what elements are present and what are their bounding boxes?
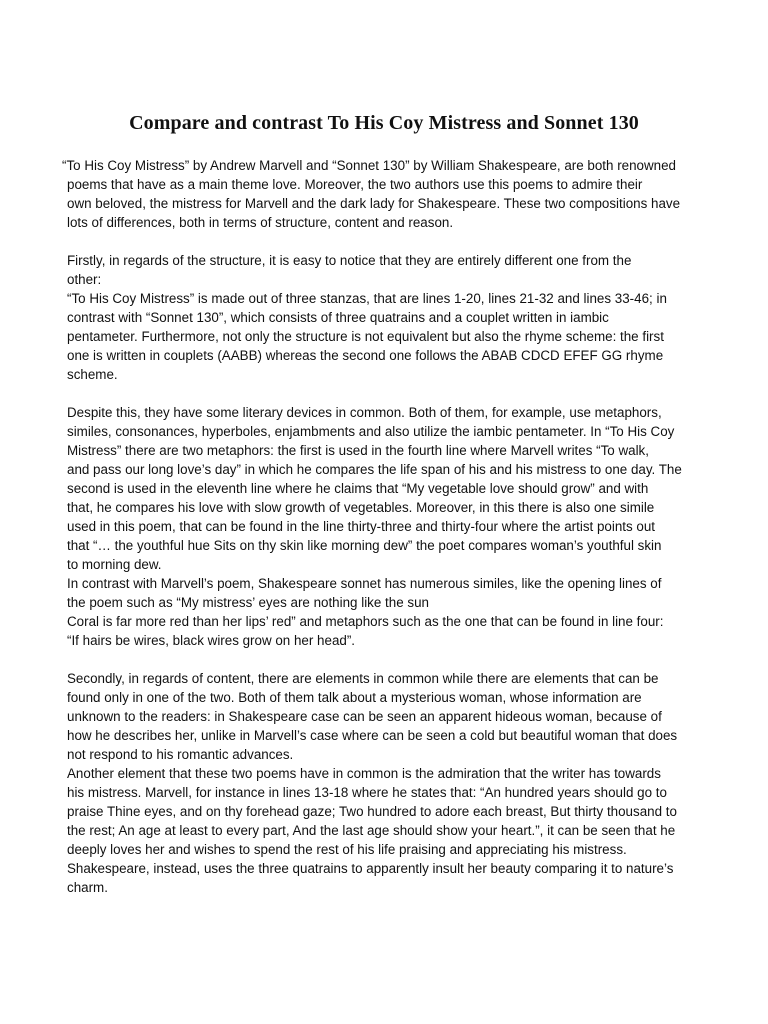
text-line: that “… the youthful hue Sits on thy skin like morning dew” the poet compares woman’s youthful skin [67, 538, 662, 553]
text-line: to morning dew. [67, 557, 162, 572]
text-line: used in this poem, that can be found in the line thirty-three and thirty-four where the artist points out [67, 519, 656, 534]
text-line: In contrast with Marvell’s poem, Shakespeare sonnet has numerous similes, like the opening lines of [67, 576, 662, 591]
text-line: the rest; An age at least to every part, And the last age should show your heart.”, it can be seen that he [67, 823, 676, 838]
text-line: praise Thine eyes, and on thy forehead gaze; Two hundred to adore each breast, But thirty thousand to [67, 804, 677, 819]
text-line: Coral is far more red than her lips’ red” and metaphors such as the one that can be found in line four: [67, 614, 664, 629]
text-line: contrast with “Sonnet 130”, which consists of three quatrains and a couplet written in iambic [67, 310, 609, 325]
text-line: other: [67, 272, 102, 287]
text-line: that, he compares his love with slow growth of vegetables. Moreover, in this there is also one simile [67, 500, 655, 515]
document-body [62, 156, 707, 916]
text-line: charm. [67, 880, 108, 895]
text-line: second is used in the eleventh line where he claims that “My vegetable love should grow” and with [67, 481, 649, 496]
text-line: “To His Coy Mistress” is made out of three stanzas, that are lines 1-20, lines 21-32 and lines 33-46; in [67, 291, 667, 306]
text-line: “To His Coy Mistress” by Andrew Marvell and “Sonnet 130” by William Shakespeare, are both renowned [62, 158, 677, 173]
text-line: Despite this, they have some literary devices in common. Both of them, for example, use metaphors, [67, 405, 662, 420]
text-line: poems that have as a main theme love. Moreover, the two authors use this poems to admire their [67, 177, 643, 192]
text-line: Firstly, in regards of the structure, it is easy to notice that they are entirely different one from the [67, 253, 632, 268]
text-line: pentameter. Furthermore, not only the structure is not equivalent but also the rhyme scheme: the first [67, 329, 664, 344]
text-line: his mistress. Marvell, for instance in lines 13-18 where he states that: “An hundred years should go to [67, 785, 667, 800]
text-line: lots of differences, both in terms of structure, content and reason. [67, 215, 454, 230]
text-line: “If hairs be wires, black wires grow on her head”. [67, 633, 356, 648]
text-line: Shakespeare, instead, uses the three quatrains to apparently insult her beauty comparing it to nature’s [67, 861, 674, 876]
text-line: the poem such as “My mistress’ eyes are nothing like the sun [67, 595, 429, 610]
text-line: and pass our long love’s day” in which he compares the life span of his and his mistress to one day. The [67, 462, 682, 477]
text-line: Mistress” there are two metaphors: the first is used in the fourth line where Marvell writes “To walk, [67, 443, 649, 458]
text-line: found only in one of the two. Both of them talk about a mysterious woman, whose information are [67, 690, 642, 705]
text-line: Secondly, in regards of content, there are elements in common while there are elements that can be [67, 671, 659, 686]
paragraph [62, 156, 707, 232]
text-line: deeply loves her and wishes to spend the rest of his life praising and appreciating his mistress. [67, 842, 627, 857]
text-line: own beloved, the mistress for Marvell and the dark lady for Shakespeare. These two compositions have [67, 196, 681, 211]
paragraph [67, 289, 707, 384]
paragraph [67, 764, 707, 897]
text-line: how he describes her, unlike in Marvell’s case where can be seen a cold but beautiful woman that does [67, 728, 678, 743]
document-title: Compare and contrast To His Coy Mistress and Sonnet 130 [129, 112, 639, 134]
text-line: Another element that these two poems have in common is the admiration that the writer has towards [67, 766, 661, 781]
paragraph [67, 403, 707, 574]
text-line: one is written in couplets (AABB) whereas the second one follows the ABAB CDCD EFEF GG rhyme [67, 348, 664, 363]
paragraph [67, 574, 707, 650]
text-line: not respond to his romantic advances. [67, 747, 294, 762]
text-line: unknown to the readers: in Shakespeare case can be seen an apparent hideous woman, because of [67, 709, 662, 724]
text-line: similes, consonances, hyperboles, enjambments and also utilize the iambic pentameter. In “To His Coy [67, 424, 675, 439]
paragraph [67, 251, 707, 289]
text-line: scheme. [67, 367, 118, 382]
paragraph [67, 669, 707, 764]
